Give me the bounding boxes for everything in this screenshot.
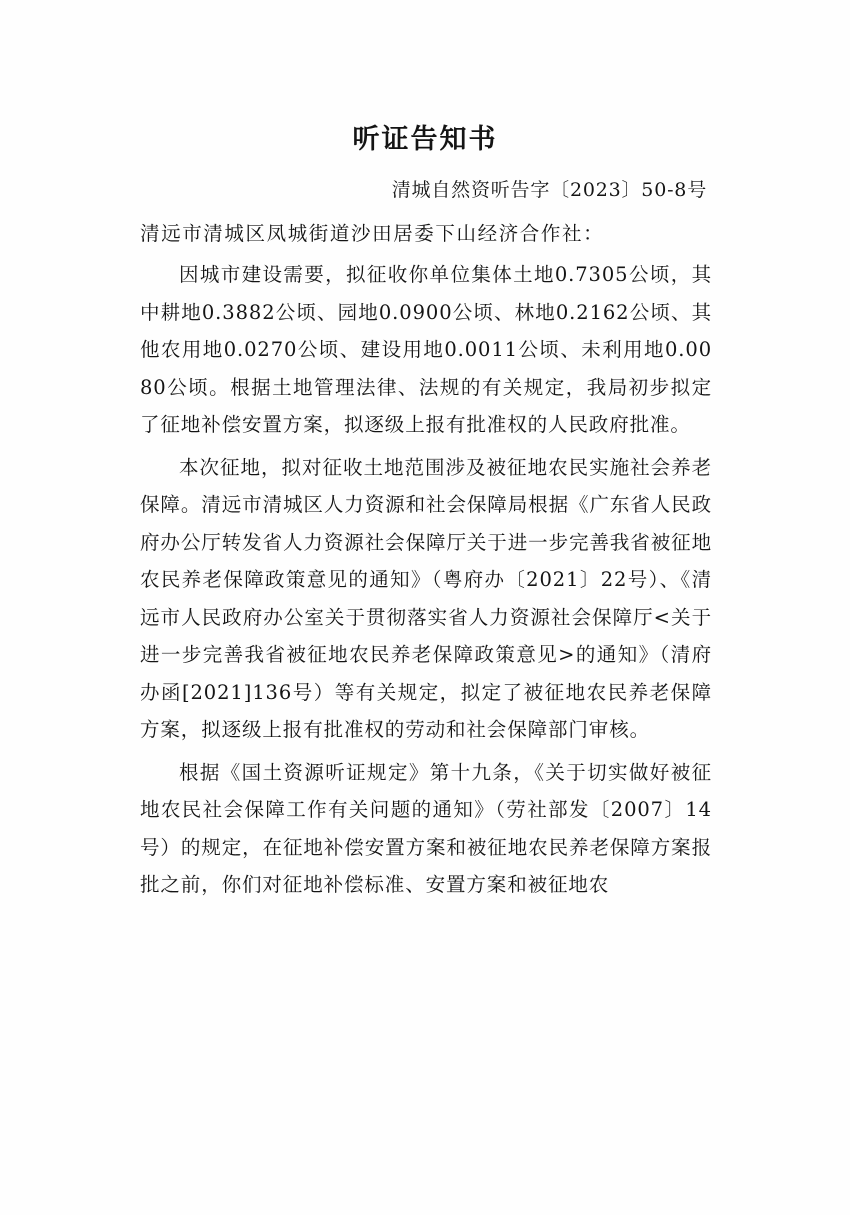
document-number: 清城自然资听告字〔2023〕50-8号 <box>391 179 707 201</box>
document-title: 听证告知书 <box>352 124 498 155</box>
paragraph-pension-security: 本次征地，拟对征收土地范围涉及被征地农民实施社会养老保障。清远市清城区人力资源和社会保障局根据《广东省人民政府办公厅转发省人力资源社会保障厅关于进一步完善我省被征地农民养老保障政策意见的通知》（粤府办〔2021〕22号）、《清远市人民政府办公室关于贯彻落实省人力资源社会保障厅<关于进一步完善我省被征地农民养老保障政策意见>的通知》（清府办函[2021]136号）等有关规定，拟定了被征地农民养老保障方案，拟逐级上报有批准权的劳动和社会保障部门审核。 <box>140 455 712 741</box>
paragraph-land-acquisition: 因城市建设需要，拟征收你单位集体土地0.7305公顷，其中耕地0.3882公顷、园地0.0900公顷、林地0.2162公顷、其他农用地0.0270公顷、建设用地0.0011公顷、未利用地0.0080公顷。根据土地管理法律、法规的有关规定，我局初步拟定了征地补偿安置方案，拟逐级上报有批准权的人民政府批准。 <box>140 263 712 436</box>
document-body <box>140 256 712 904</box>
paragraph-hearing-rights: 根据《国土资源听证规定》第十九条，《关于切实做好被征地农民社会保障工作有关问题的通知》（劳社部发〔2007〕14号）的规定，在征地补偿安置方案和被征地农民养老保障方案报批之前，你们对征地补偿标准、安置方案和被征地农 <box>140 760 712 896</box>
salutation: 清远市清城区凤城街道沙田居委下山经济合作社： <box>140 222 605 245</box>
